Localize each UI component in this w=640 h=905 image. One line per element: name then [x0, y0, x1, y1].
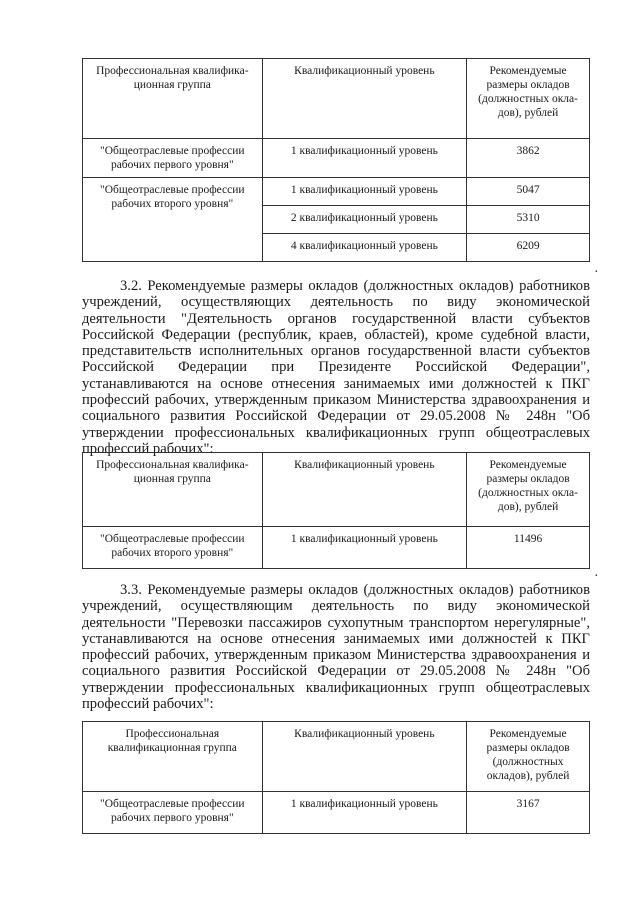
cell-level: 4 квалификационный уровень — [262, 234, 467, 262]
header-level: Квалификационный уровень — [262, 722, 467, 792]
cell-level: 1 квалификационный уровень — [262, 139, 467, 178]
header-group: Профессиональная квалифика-ционная группа — [83, 59, 263, 139]
table-row — [83, 527, 590, 569]
cell-level: 1 квалификационный уровень — [262, 792, 467, 834]
cell-group: "Общеотраслевые профессии рабочих второго уровня" — [83, 178, 263, 262]
stray-mark: · — [594, 569, 599, 584]
cell-group: "Общеотраслевые профессии рабочих второго уровня" — [83, 527, 263, 569]
paragraph-3-2: 3.2. Рекомендуемые размеры окладов (должностных окладов) работников учреждений, осуществляющих деятельность по виду экономической деятельности "Деятельность органов государственной власти субъектов Российской Федерации (республик, краев, областей), кроме судебной власти, представительств исполнительных органов государственной власти субъектов Российской Федерации при Президенте Российской Федерации", устанавливаются на основе отнесения занимаемых ими должностей к ПКГ профессий рабочих, утвержденным приказом Министерства здравоохранения и социального развития Российской Федерации от 29.05.2008 № 248н "Об утверждении профессиональных квалификационных групп общеотраслевых профессий рабочих": — [82, 278, 590, 457]
salary-table-2 — [82, 452, 590, 569]
header-salary: Рекомендуемые размеры окладов (должностных окла-дов), рублей — [467, 59, 590, 139]
cell-salary: 11496 — [467, 527, 590, 569]
cell-group: "Общеотраслевые профессии рабочих первого уровня" — [83, 792, 263, 834]
cell-salary: 3167 — [467, 792, 590, 834]
table-header-row — [83, 59, 590, 139]
salary-table-3 — [82, 721, 590, 834]
table-header-row — [83, 453, 590, 527]
cell-salary: 5047 — [467, 178, 590, 206]
cell-level: 1 квалификационный уровень — [262, 178, 467, 206]
paragraph-3-3: 3.3. Рекомендуемые размеры окладов (должностных окладов) работников учреждений, осуществляющим деятельность по виду экономической деятельности "Перевозки пассажиров сухопутным транспортом нерегулярные", устанавливаются на основе отнесения занимаемых ими должностей к ПКГ профессий рабочих, утвержденным приказом Министерства здравоохранения и социального развития Российской Федерации от 29.05.2008 № 248н "Об утверждении профессиональных квалификационных групп общеотраслевых профессий рабочих": — [82, 582, 590, 713]
table-row — [83, 178, 590, 206]
header-group: Профессиональная квалификационная группа — [83, 722, 263, 792]
cell-group: "Общеотраслевые профессии рабочих первого уровня" — [83, 139, 263, 178]
cell-level: 2 квалификационный уровень — [262, 206, 467, 234]
cell-salary: 3862 — [467, 139, 590, 178]
header-level: Квалификационный уровень — [262, 59, 467, 139]
cell-salary: 6209 — [467, 234, 590, 262]
cell-salary: 5310 — [467, 206, 590, 234]
table-row — [83, 792, 590, 834]
cell-level: 1 квалификационный уровень — [262, 527, 467, 569]
header-salary: Рекомендуемые размеры окладов (должностных окла-дов), рублей — [467, 453, 590, 527]
header-salary: Рекомендуемые размеры окладов (должностных окладов), рублей — [467, 722, 590, 792]
stray-mark: · — [594, 265, 599, 280]
table-row — [83, 139, 590, 178]
header-level: Квалификационный уровень — [262, 453, 467, 527]
salary-table-1 — [82, 58, 590, 262]
table-header-row — [83, 722, 590, 792]
header-group: Профессиональная квалифика-ционная группа — [83, 453, 263, 527]
